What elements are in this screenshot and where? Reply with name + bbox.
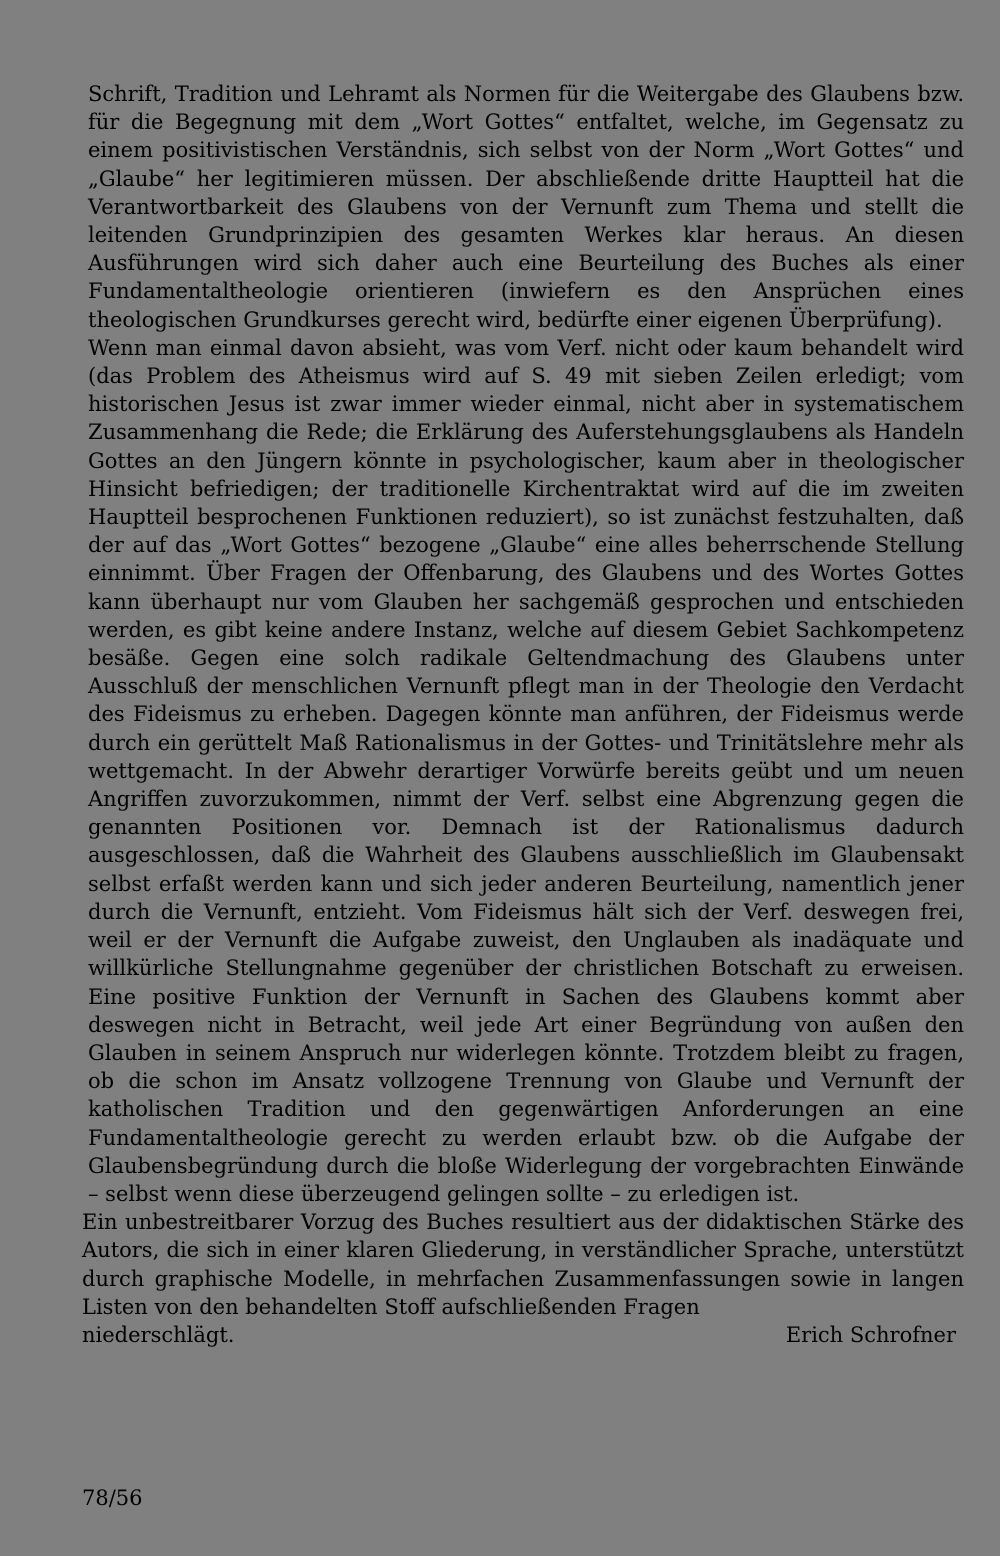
closing-word: niederschlägt. [82, 1322, 235, 1347]
paragraph-2: Wenn man einmal davon absieht, was vom Verf. nicht oder kaum behandelt wird (das Problem des Atheismus wird auf S. 49 mit sieben Zeilen erledigt; vom historischen Jesus ist zwar immer wieder einmal, nicht aber in systematischem Zusammenhang die Rede; die Erklärung des Auferstehungsglaubens als Handeln Gottes an den Jüngern könnte in psychologischer, kaum aber in theologischer Hinsicht befriedigen; der traditionelle Kirchentraktat wird auf die im zweiten Hauptteil besprochenen Funktionen reduziert), so ist zunächst festzuhalten, daß der auf das „Wort Gottes“ bezogene „Glaube“ eine alles beherrschende Stellung einnimmt. Über Fragen der Offenbarung, des Glaubens und des Wortes Gottes kann überhaupt nur vom Glauben her sachgemäß gesprochen und entschieden werden, es gibt keine andere Instanz, welche auf diesem Gebiet Sachkompetenz besäße. Gegen eine solch radikale Geltendmachung des Glaubens unter Ausschluß der menschlichen Vernunft pflegt man in der Theologie den Verdacht des Fideismus zu erheben. Dagegen könnte man anführen, der Fideismus werde durch ein gerüttelt Maß Rationalismus in der Gottes- und Trinitätslehre mehr als wettgemacht. In der Abwehr derartiger Vorwürfe bereits geübt und um neuen Angriffen zuvorzukommen, nimmt der Verf. selbst eine Abgrenzung gegen die genannten Positionen vor. Demnach ist der Rationalismus dadurch ausgeschlossen, daß die Wahrheit des Glaubens ausschließlich im Glaubensakt selbst erfaßt werden kann und sich jeder anderen Beurteilung, namentlich jener durch die Vernunft, entzieht. Vom Fideismus hält sich der Verf. deswegen frei, weil er der Vernunft die Aufgabe zuweist, den Unglauben als inadäquate und willkürliche Stellungnahme gegenüber der christlichen Botschaft zu erweisen. Eine positive Funktion der Vernunft in Sachen des Glaubens kommt aber deswegen nicht in Betracht, weil jede Art einer Begründung von außen den Glauben in seinem Anspruch nur widerlegen könnte. Trotzdem bleibt zu fragen, ob die schon im Ansatz vollzogene Trennung von Glaube und Vernunft der katholischen Tradition und den gegenwärtigen Anforderungen an eine Fundamentaltheologie gerecht zu werden erlaubt bzw. ob die Aufgabe der Glaubensbegründung durch die bloße Widerlegung der vorgebrachten Einwände – selbst wenn diese überzeugend gelingen sollte – zu erledigen ist. [88, 335, 964, 1206]
page-number: 78/56 [82, 1486, 143, 1510]
body-text [82, 80, 964, 1349]
closing-line [82, 1321, 956, 1349]
author-signature: Erich Schrofner [785, 1322, 956, 1347]
paragraph-1: Schrift, Tradition und Lehramt als Normen für die Weitergabe des Glaubens bzw. für die Begegnung mit dem „Wort Gottes“ entfaltet, welche, im Gegensatz zu einem positivistischen Verständnis, sich selbst von der Norm „Wort Gottes“ und „Glaube“ her legitimieren müssen. Der abschließende dritte Hauptteil hat die Verantwortbarkeit des Glaubens von der Vernunft zum Thema und stellt die leitenden Grundprinzipien des gesamten Werkes klar heraus. An diesen Ausführungen wird sich daher auch eine Beurteilung des Buches als einer Fundamentaltheologie orientieren (inwiefern es den Ansprüchen eines theologischen Grundkurses gerecht wird, bedürfte einer eigenen Überprüfung). [88, 82, 964, 332]
paragraph-3: Ein unbestreitbarer Vorzug des Buches resultiert aus der didaktischen Stärke des Autors, die sich in einer klaren Gliederung, in verständlicher Sprache, unterstützt durch graphische Modelle, in mehrfachen Zusammenfassungen sowie in langen Listen von den behandelten Stoff aufschließenden Fragen [82, 1210, 964, 1319]
